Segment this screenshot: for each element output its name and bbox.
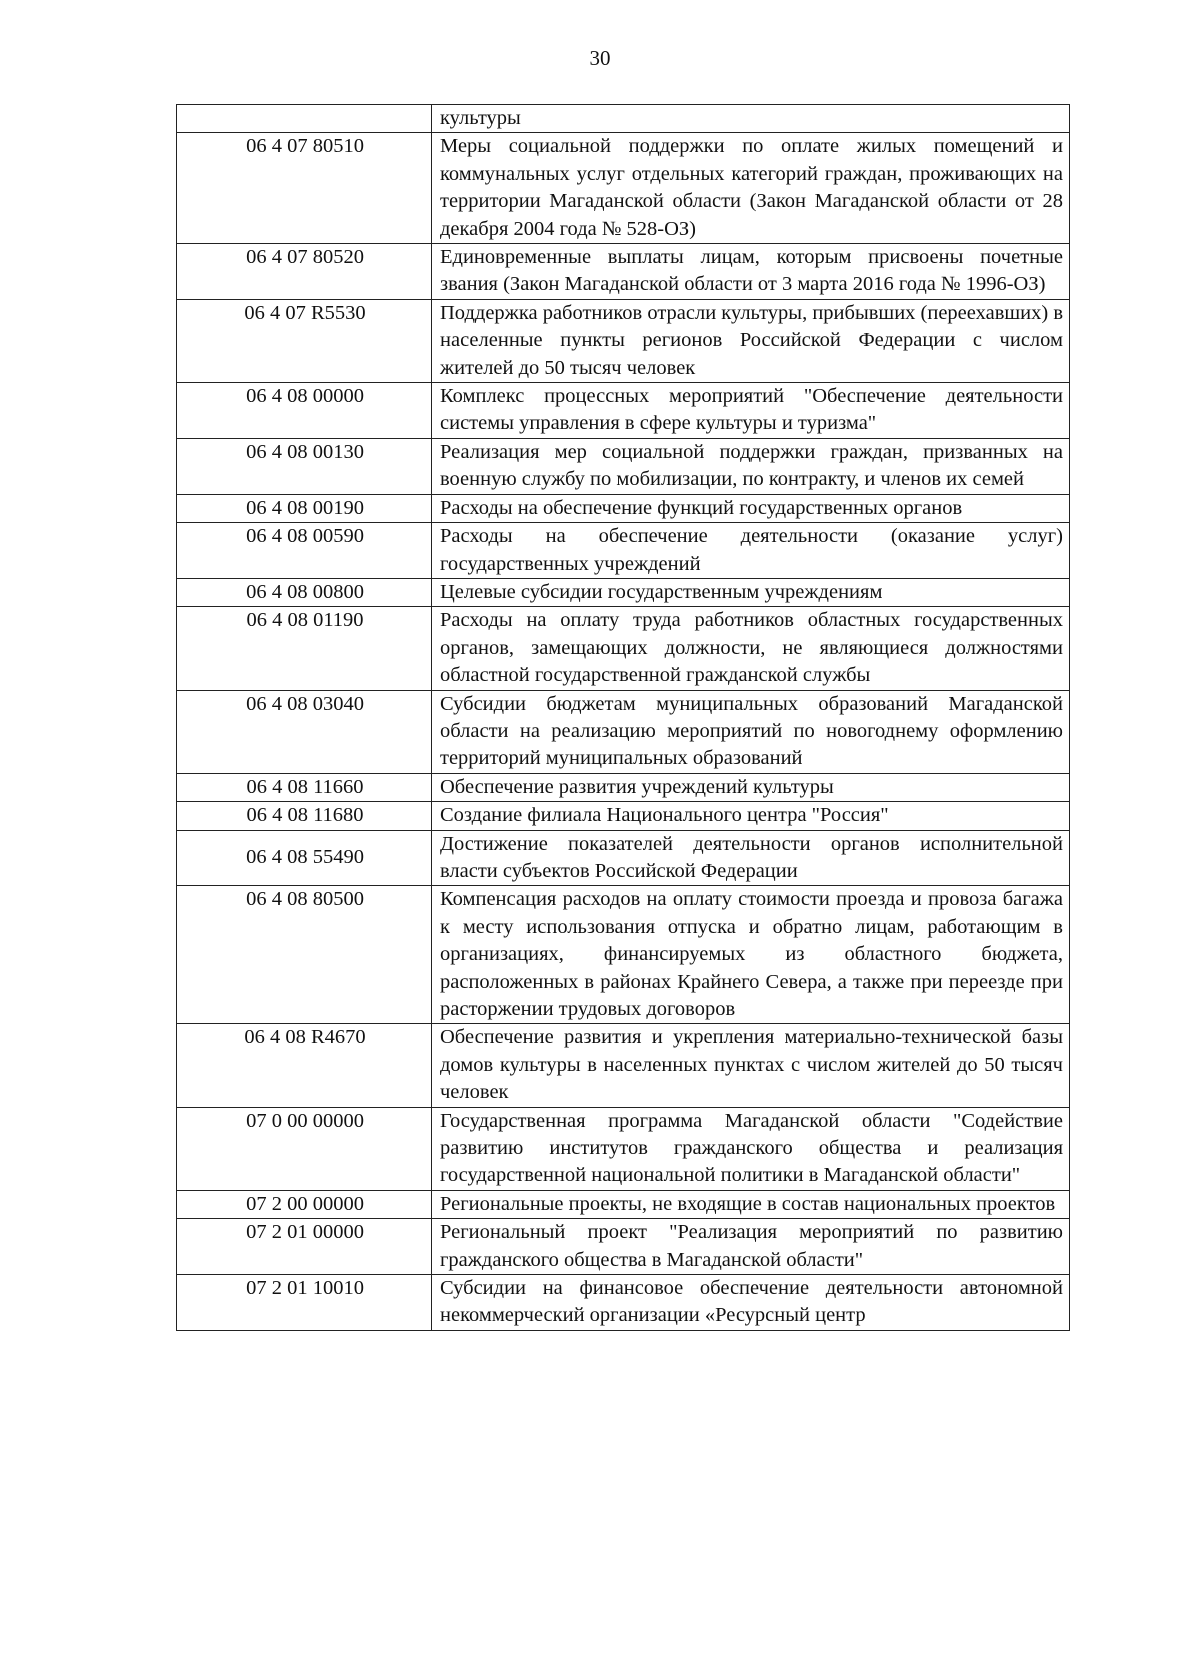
description-cell: Комплекс процессных мероприятий "Обеспечение деятельности системы управления в сфере культуры и туризма"	[432, 383, 1070, 439]
table-row	[177, 494, 1070, 522]
table-row	[177, 1275, 1070, 1331]
table-row	[177, 886, 1070, 1024]
code-cell: 06 4 07 R5530	[177, 299, 432, 382]
description-cell: Обеспечение развития и укрепления материально-технической базы домов культуры в населенных пунктах с числом жителей до 50 тысяч человек	[432, 1024, 1070, 1107]
description-cell: Реализация мер социальной поддержки граждан, призванных на военную службу по мобилизации, по контракту, и членов их семей	[432, 438, 1070, 494]
table-row	[177, 830, 1070, 886]
description-cell: Расходы на оплату труда работников областных государственных органов, замещающих должности, не являющиеся должностями областной государственной гражданской службы	[432, 607, 1070, 690]
code-cell: 06 4 08 00590	[177, 523, 432, 579]
table-row	[177, 1190, 1070, 1218]
description-cell: Региональные проекты, не входящие в состав национальных проектов	[432, 1190, 1070, 1218]
code-cell: 06 4 08 00000	[177, 383, 432, 439]
description-cell: Меры социальной поддержки по оплате жилых помещений и коммунальных услуг отдельных категорий граждан, проживающих на территории Магаданской области (Закон Магаданской области от 28 декабря 2004 года № 528-ОЗ)	[432, 133, 1070, 244]
table-row	[177, 523, 1070, 579]
code-cell: 06 4 08 00190	[177, 494, 432, 522]
code-cell: 07 2 01 00000	[177, 1219, 432, 1275]
table-row	[177, 690, 1070, 773]
page-number: 30	[589, 46, 611, 70]
description-cell: Государственная программа Магаданской области "Содействие развитию институтов гражданского общества и реализация государственной национальной политики в Магаданской области"	[432, 1107, 1070, 1190]
description-cell: Субсидии бюджетам муниципальных образований Магаданской области на реализацию мероприятий по новогоднему оформлению территорий муниципальных образований	[432, 690, 1070, 773]
description-cell: Целевые субсидии государственным учреждениям	[432, 578, 1070, 606]
code-cell: 07 2 00 00000	[177, 1190, 432, 1218]
code-cell: 06 4 07 80520	[177, 244, 432, 300]
table-row	[177, 133, 1070, 244]
description-cell: Расходы на обеспечение деятельности (оказание услуг) государственных учреждений	[432, 523, 1070, 579]
description-cell: Региональный проект "Реализация мероприятий по развитию гражданского общества в Магаданской области"	[432, 1219, 1070, 1275]
table-row	[177, 802, 1070, 830]
description-cell: Единовременные выплаты лицам, которым присвоены почетные звания (Закон Магаданской области от 3 марта 2016 года № 1996-ОЗ)	[432, 244, 1070, 300]
description-cell: Расходы на обеспечение функций государственных органов	[432, 494, 1070, 522]
code-cell: 06 4 08 R4670	[177, 1024, 432, 1107]
table-row	[177, 1219, 1070, 1275]
table-row	[177, 773, 1070, 801]
table-row	[177, 607, 1070, 690]
table-row	[177, 1107, 1070, 1190]
table-row	[177, 299, 1070, 382]
table-row	[177, 383, 1070, 439]
code-cell: 06 4 08 11680	[177, 802, 432, 830]
description-cell: Обеспечение развития учреждений культуры	[432, 773, 1070, 801]
code-cell: 06 4 08 01190	[177, 607, 432, 690]
code-cell: 06 4 08 80500	[177, 886, 432, 1024]
code-cell: 06 4 08 03040	[177, 690, 432, 773]
code-cell: 07 0 00 00000	[177, 1107, 432, 1190]
code-cell: 06 4 08 11660	[177, 773, 432, 801]
description-cell: Субсидии на финансовое обеспечение деятельности автономной некоммерческий организации «Ресурсный центр	[432, 1275, 1070, 1331]
table-row	[177, 244, 1070, 300]
budget-code-table	[176, 104, 1070, 1331]
description-cell: Компенсация расходов на оплату стоимости проезда и провоза багажа к месту использования отпуска и обратно лицам, работающим в организациях, финансируемых из областного бюджета, расположенных в районах Крайнего Севера, а также при переезде при расторжении трудовых договоров	[432, 886, 1070, 1024]
code-cell: 06 4 08 55490	[177, 830, 432, 886]
table-row	[177, 105, 1070, 133]
table-row	[177, 438, 1070, 494]
code-cell: 06 4 07 80510	[177, 133, 432, 244]
table-row	[177, 578, 1070, 606]
description-cell: Поддержка работников отрасли культуры, прибывших (переехавших) в населенные пункты регионов Российской Федерации с числом жителей до 50 тысяч человек	[432, 299, 1070, 382]
description-cell: Достижение показателей деятельности органов исполнительной власти субъектов Российской Федерации	[432, 830, 1070, 886]
code-cell: 06 4 08 00800	[177, 578, 432, 606]
code-cell	[177, 105, 432, 133]
description-cell: культуры	[432, 105, 1070, 133]
code-cell: 06 4 08 00130	[177, 438, 432, 494]
table-row	[177, 1024, 1070, 1107]
description-cell: Создание филиала Национального центра "Россия"	[432, 802, 1070, 830]
code-cell: 07 2 01 10010	[177, 1275, 432, 1331]
